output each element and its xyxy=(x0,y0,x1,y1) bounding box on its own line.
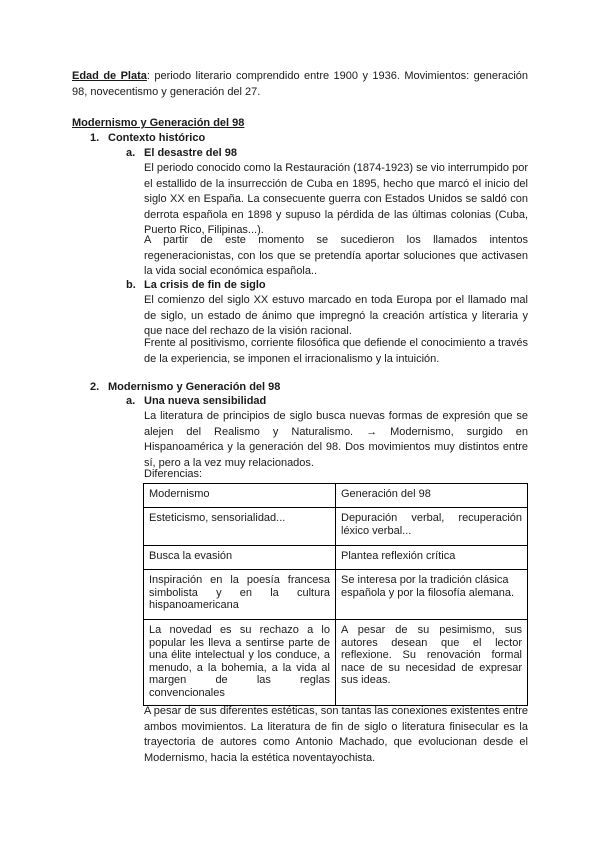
table-header-row xyxy=(144,484,528,508)
section-1a-label: El desastre del 98 xyxy=(144,147,237,159)
section-1b-label: La crisis de fin de siglo xyxy=(144,279,266,291)
table-row xyxy=(144,570,528,620)
table-header-cell: Generación del 98 xyxy=(336,484,528,508)
section-1-heading xyxy=(90,131,205,147)
section-1b-paragraph-1: El comienzo del siglo XX estuvo marcado en toda Europa por el llamado mal de siglo, un estado de ánimo que impregnó la creación artística y literaria y que nace del rechazo de la visión racional. xyxy=(144,294,528,337)
section-1-label: Contexto histórico xyxy=(108,132,206,144)
section-1b-heading xyxy=(126,278,266,294)
section-2-number: 2. xyxy=(90,381,100,393)
table-row xyxy=(144,508,528,546)
section-2-label: Modernismo y Generación del 98 xyxy=(108,381,281,393)
table-cell: Inspiración en la poesía francesa simbolista y en la cultura hispanoamericana xyxy=(144,570,336,620)
section-1-number: 1. xyxy=(90,132,100,144)
section-2a-heading xyxy=(126,394,266,410)
table-cell: Esteticismo, sensorialidad... xyxy=(144,508,336,546)
table-cell: Depuración verbal, recuperación léxico verbal... xyxy=(336,508,528,546)
section-2a-label: Una nueva sensibilidad xyxy=(144,395,267,407)
section-title: Modernismo y Generación del 98 xyxy=(72,117,245,129)
section-1b-paragraph-2: Frente al positivismo, corriente filosófica que defiende el conocimiento a través de la experiencia, se imponen el irracionalismo y la intuición. xyxy=(144,337,528,365)
table-cell: A pesar de su pesimismo, sus autores desean que el lector reflexione. Su renovación formal nace de su necesidad de expresar sus ideas. xyxy=(336,620,528,706)
section-2a-paragraph-1: La literatura de principios de siglo busca nuevas formas de expresión que se alejen del Realismo y Naturalismo. → Modernismo, surgido en Hispanoamérica y la generación del 98. Dos movimientos muy distintos entre sí, pero a la vez muy relacionados. xyxy=(144,410,528,469)
section-1a-heading xyxy=(126,146,237,162)
differences-table xyxy=(143,483,528,706)
table-cell: Se interesa por la tradición clásica española y por la filosofía alemana. xyxy=(336,570,528,620)
section-1a-letter: a. xyxy=(126,147,136,159)
section-1a-paragraph-2: A partir de este momento se sucedieron los llamados intentos regeneracionistas, con los que se pretendía aportar soluciones que activasen la vida social económica española.. xyxy=(144,234,528,277)
table-cell: Busca la evasión xyxy=(144,546,336,570)
intro-text: : periodo literario comprendido entre 1900 y 1936. Movimientos: generación 98, novecentismo y generación del 27. xyxy=(72,70,528,98)
table-cell: Plantea reflexión crítica xyxy=(336,546,528,570)
section-1a-paragraph-1: El periodo conocido como la Restauración (1874-1923) se vio interrumpido por el estallido de la insurrección de Cuba en 1895, hecho que marcó el inicio del siglo XX en España. La consecuente guerra con Estados Unidos se saldó con derrota española en 1898 y supuso la pérdida de las últimas colonias (Cuba, Puerto Rico, Filipinas...). xyxy=(144,162,528,236)
table-header-cell: Modernismo xyxy=(144,484,336,508)
intro-paragraph xyxy=(72,69,528,100)
section-1b-letter: b. xyxy=(126,279,136,291)
table-cell: La novedad es su rechazo a lo popular les lleva a sentirse parte de una élite intelectual y los conduce, a menudo, a la bohemia, a la vida al margen de las reglas convencionales xyxy=(144,620,336,706)
table-row xyxy=(144,546,528,570)
section-2a-paragraph-after: A pesar de sus diferentes estéticas, son tantas las conexiones existentes entre ambos movimientos. La literatura de fin de siglo o literatura finisecular es la trayectoria de autores como Antonio Machado, que evolucionan desde el Modernismo, hacia la estética noventayochista. xyxy=(144,705,529,764)
intro-term: Edad de Plata xyxy=(72,70,147,82)
section-2a-letter: a. xyxy=(126,395,136,407)
table-row xyxy=(144,620,528,706)
differences-label: Diferencias: xyxy=(144,468,203,480)
